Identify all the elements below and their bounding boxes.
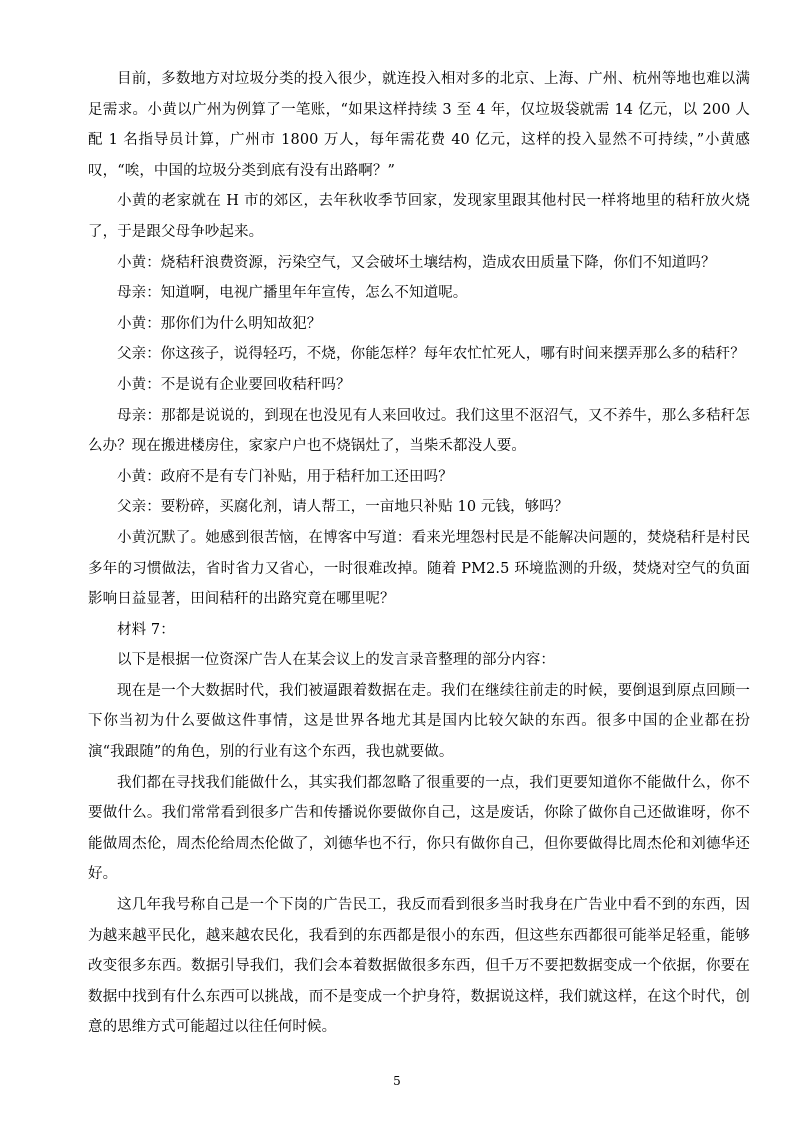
page-number: 5 bbox=[393, 1074, 401, 1088]
dialog-line: 小黄：不是说有企业要回收秸秆吗？ bbox=[117, 376, 351, 393]
paragraph-be-yourself: 我们都在寻找我们能做什么，其实我们都忽略了很重要的一点，我们更要知道你不能做什么，你不要做什么。我们常常看到很多广告和传播说你要做你自己，这是废话，你除了做你自己还做谁呀，你不能做周杰伦，周杰伦给周杰伦做了，刘德华也不行，你只有做你自己，但你要做得比周杰伦和刘德华还好。 bbox=[88, 774, 750, 883]
material-heading: 材料 7： bbox=[117, 621, 175, 638]
material-intro: 以下是根据一位资深广告人在某会议上的发言录音整理的部分内容： bbox=[117, 652, 555, 669]
dialog-line: 父亲：你这孩子，说得轻巧，不烧，你能怎样？每年农忙忙死人，哪有时间来摆弄那么多的秸秆？ bbox=[117, 346, 745, 363]
paragraph-hometown: 小黄的老家就在 H 市的郊区，去年秋收季节回家，发现家里跟其他村民一样将地里的秸秆放火烧了，于是跟父母争吵起来。 bbox=[88, 193, 750, 240]
dialog-line: 母亲：知道啊，电视广播里年年宣传，怎么不知道呢。 bbox=[117, 285, 468, 302]
dialog-line: 小黄：政府不是有专门补贴，用于秸秆加工还田吗？ bbox=[117, 468, 453, 485]
dialog-line: 小黄：那你们为什么明知故犯？ bbox=[117, 315, 322, 332]
dialog-line: 母亲：那都是说说的，到现在也没见有人来回收过。我们这里不沤沼气，又不养牛，那么多秸秆怎么办？现在搬进楼房住，家家户户也不烧锅灶了，当柴禾都没人要。 bbox=[88, 407, 750, 455]
document-body bbox=[88, 64, 750, 1043]
paragraph-data-guide: 这几年我号称自己是一个下岗的广告民工，我反而看到很多当时我身在广告业中看不到的东西，因为越来越平民化，越来越农民化，我看到的东西都是很小的东西，但这些东西都很可能举足轻重，能够改变很多东西。数据引导我们，我们会本着数据做很多东西，但千万不要把数据变成一个依据，你要在数据中找到有什么东西可以挑战，而不是变成一个护身符，数据说这样，我们就这样，在这个时代，创意的思维方式可能超过以往任何时候。 bbox=[88, 897, 750, 1036]
paragraph-blog: 小黄沉默了。她感到很苦恼，在博客中写道：看来光埋怨村民是不能解决问题的，焚烧秸秆是村民多年的习惯做法，省时省力又省心，一时很难改掉。随着 PM2.5 环境监测的升级，焚烧对空气的负面影响日益显著，田间秸秆的出路究竟在哪里呢？ bbox=[88, 529, 750, 608]
paragraph-big-data: 现在是一个大数据时代，我们被逼跟着数据在走。我们在继续往前走的时候，要倒退到原点回顾一下你当初为什么要做这件事情，这是世界各地尤其是国内比较欠缺的东西。很多中国的企业都在扮演“我跟随”的角色，别的行业有这个东西，我也就要做。 bbox=[88, 682, 750, 761]
paragraph-garbage-cost: 目前，多数地方对垃圾分类的投入很少，就连投入相对多的北京、上海、广州、杭州等地也难以满足需求。小黄以广州为例算了一笔账，“如果这样持续 3 至 4 年，仅垃圾袋就需 14 亿元，以 200 人配 1 名指导员计算，广州市 1800 万人，每年需花费 40 亿元，这样的投入显然不可持续，”小黄感叹，“唉，中国的垃圾分类到底有没有出路啊？” bbox=[88, 71, 750, 179]
dialog-line: 父亲：要粉碎，买腐化剂，请人帮工，一亩地只补贴 10 元钱，够吗？ bbox=[117, 499, 569, 516]
dialog-line: 小黄：烧秸秆浪费资源，污染空气，又会破坏土壤结构，造成农田质量下降，你们不知道吗？ bbox=[117, 254, 716, 271]
